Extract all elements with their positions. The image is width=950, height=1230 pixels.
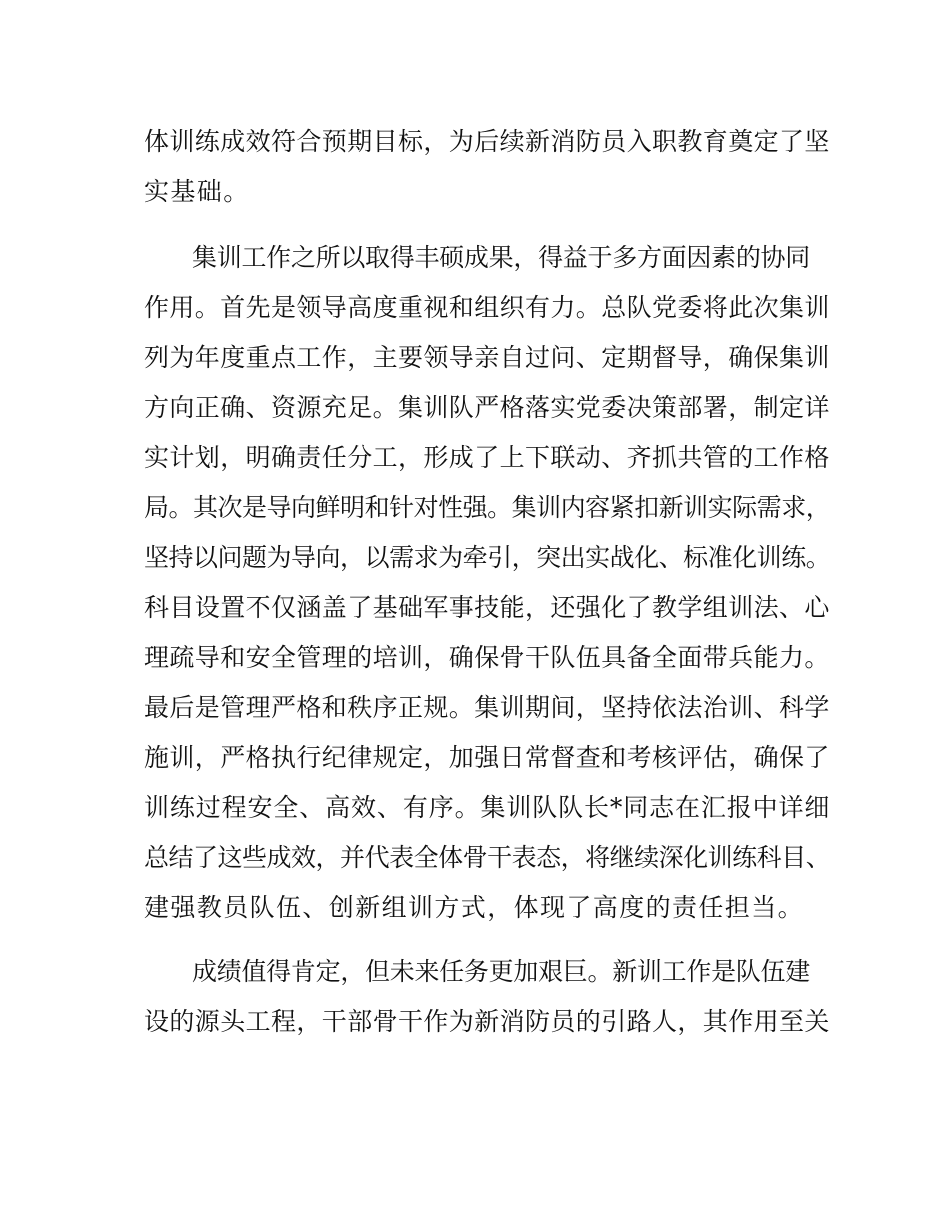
text-line: 施训，严格执行纪律规定，加强日常督查和考核评估，确保了	[144, 743, 830, 772]
text-line: 设的源头工程，干部骨干作为新消防员的引路人，其作用至关	[144, 1007, 830, 1036]
text-line: 建强教员队伍、创新组训方式，体现了高度的责任担当。	[144, 893, 805, 922]
text-line: 作用。首先是领导高度重视和组织有力。总队党委将此次集训	[144, 293, 830, 322]
text-line: 坚持以问题为导向，以需求为牵引，突出实战化、标准化训练。	[144, 543, 831, 572]
text-line: 理疏导和安全管理的培训，确保骨干队伍具备全面带兵能力。	[144, 643, 830, 672]
text-line: 总结了这些成效，并代表全体骨干表态，将继续深化训练科目、	[144, 843, 831, 872]
text-line: 局。其次是导向鲜明和针对性强。集训内容紧扣新训实际需求，	[144, 493, 831, 522]
paragraph-first-line: 集训工作之所以取得丰硕成果，得益于多方面因素的协同	[192, 243, 811, 272]
text-line: 实基础。	[144, 177, 250, 206]
text-line: 列为年度重点工作，主要领导亲自过问、定期督导，确保集训	[144, 343, 830, 372]
paragraph-first-line: 成绩值得肯定，但未来任务更加艰巨。新训工作是队伍建	[192, 957, 811, 986]
text-line: 方向正确、资源充足。集训队严格落实党委决策部署，制定详	[144, 393, 830, 422]
text-line: 科目设置不仅涵盖了基础军事技能，还强化了教学组训法、心	[144, 593, 830, 622]
text-line: 最后是管理严格和秩序正规。集训期间，坚持依法治训、科学	[144, 693, 830, 722]
text-line: 训练过程安全、高效、有序。集训队队长*同志在汇报中详细	[144, 793, 831, 822]
text-line: 实计划，明确责任分工，形成了上下联动、齐抓共管的工作格	[144, 443, 830, 472]
text-line: 体训练成效符合预期目标，为后续新消防员入职教育奠定了坚	[144, 127, 830, 156]
